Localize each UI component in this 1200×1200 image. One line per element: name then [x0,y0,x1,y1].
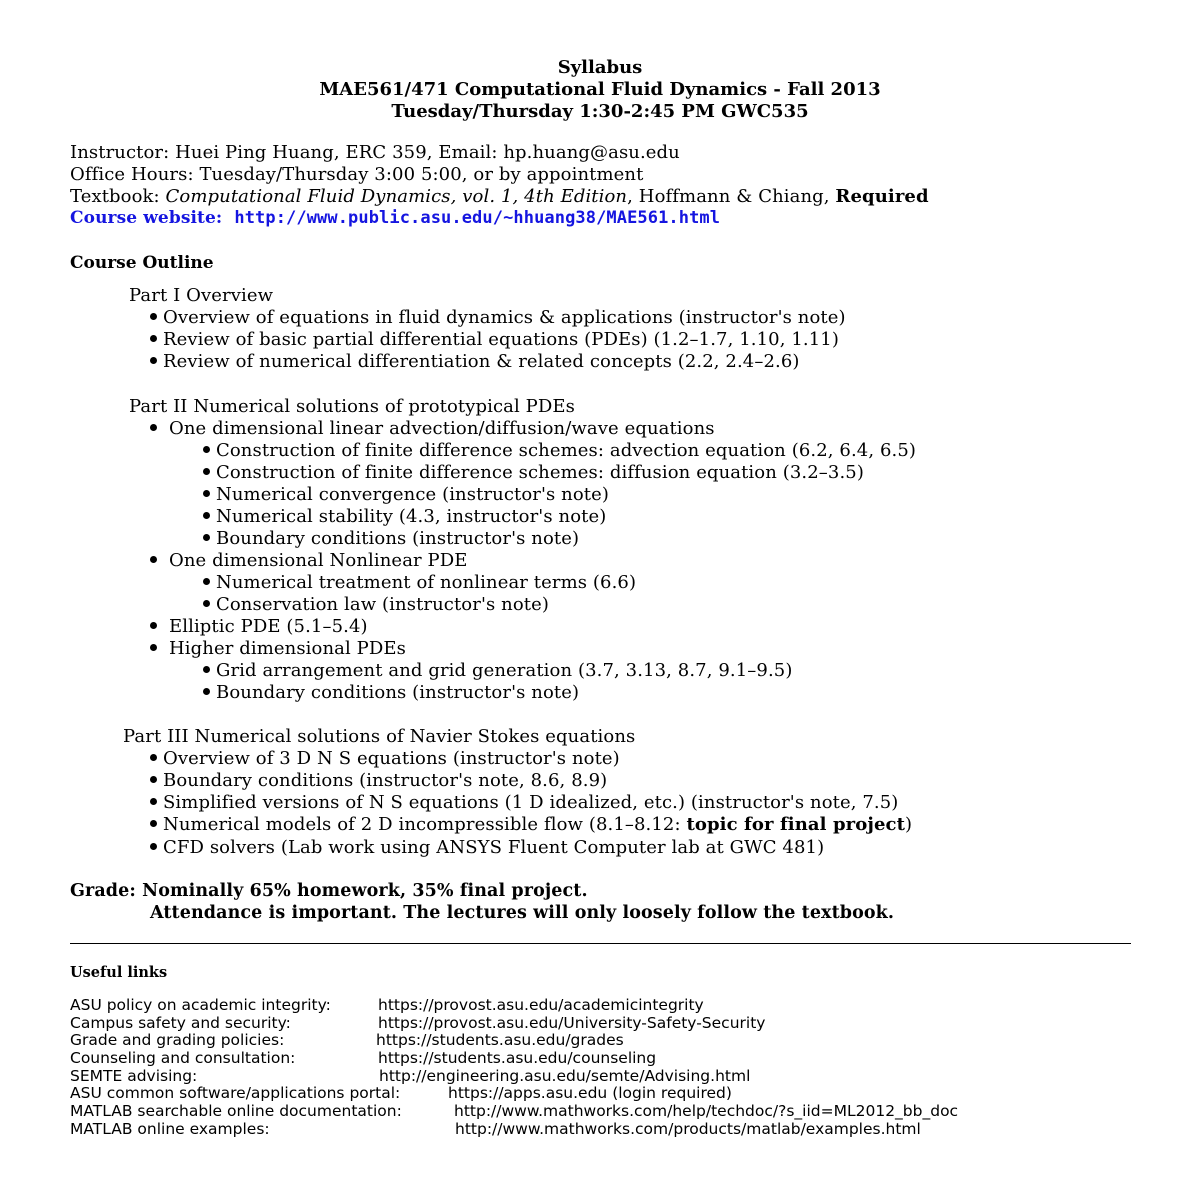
part2-title: Part II Numerical solutions of prototypical PDEs [129,396,576,417]
link-label: SEMTE advising: [70,1067,198,1085]
link-url[interactable]: https://apps.asu.edu (login required) [448,1084,732,1102]
part1-title: Part I Overview [129,285,274,306]
link-row [70,1120,921,1138]
link-label: MATLAB searchable online documentation: [70,1102,402,1120]
bullet-icon [203,534,210,541]
list-item: CFD solvers (Lab work using ANSYS Fluent Computer lab at GWC 481) [150,837,824,858]
link-row [70,1031,624,1049]
link-row [70,1084,732,1102]
course-schedule: Tuesday/Thursday 1:30-2:45 PM GWC535 [391,101,809,122]
link-url[interactable]: https://students.asu.edu/grades [376,1031,624,1049]
bullet-icon [150,843,157,850]
course-website-line [70,208,720,228]
link-row [70,996,704,1014]
list-item: Boundary conditions (instructor's note) [203,682,579,703]
bullet-icon [203,578,210,585]
link-label: Grade and grading policies: [70,1031,285,1049]
useful-links-heading: Useful links [70,964,168,981]
bullet-icon [150,313,157,320]
website-link[interactable]: http://www.public.asu.edu/~hhuang38/MAE561.html [234,208,721,228]
link-label: Counseling and consultation: [70,1049,296,1067]
doc-title: Syllabus [557,57,643,78]
office-hours-line: Office Hours: Tuesday/Thursday 3:00 5:00, or by appointment [70,164,644,185]
part3-title: Part III Numerical solutions of Navier Stokes equations [123,726,636,747]
link-url[interactable]: http://www.mathworks.com/help/techdoc/?s_iid=ML2012_bb_doc [454,1102,959,1120]
bullet-icon [150,357,157,364]
list-item: One dimensional Nonlinear PDE [150,550,468,571]
bullet-icon [150,424,157,431]
bullet-icon [150,556,157,563]
bullet-icon [203,600,210,607]
list-item: Grid arrangement and grid generation (3.7, 3.13, 8.7, 9.1–9.5) [203,660,792,681]
textbook-line [70,186,929,207]
bullet-icon [150,644,157,651]
link-url[interactable]: http://engineering.asu.edu/semte/Advising.html [379,1067,751,1085]
list-item: Construction of finite difference schemes: advection equation (6.2, 6.4, 6.5) [203,440,916,461]
website-label: Course website: [70,208,223,228]
bullet-icon [203,512,210,519]
bullet-icon [150,820,157,827]
bullet-icon [150,335,157,342]
list-item: Construction of finite difference schemes: diffusion equation (3.2–3.5) [203,462,864,483]
list-item: Conservation law (instructor's note) [203,594,549,615]
bullet-icon [150,798,157,805]
course-title: MAE561/471 Computational Fluid Dynamics - Fall 2013 [319,79,881,100]
bullet-icon [150,622,157,629]
grade-line: Grade: Nominally 65% homework, 35% final project. [70,881,588,901]
instructor-line: Instructor: Huei Ping Huang, ERC 359, Email: hp.huang@asu.edu [70,142,680,163]
list-item: Overview of equations in fluid dynamics & applications (instructor's note) [150,307,846,328]
link-row [70,1014,766,1032]
link-url[interactable]: http://www.mathworks.com/products/matlab/examples.html [455,1120,921,1138]
list-item: Review of numerical differentiation & related concepts (2.2, 2.4–2.6) [150,351,800,372]
link-label: Campus safety and security: [70,1014,291,1032]
link-url[interactable]: https://students.asu.edu/counseling [378,1049,657,1067]
list-item: Elliptic PDE (5.1–5.4) [150,616,368,637]
bullet-icon [150,754,157,761]
link-url[interactable]: https://provost.asu.edu/University-Safety-Security [378,1014,766,1032]
link-row [70,1049,657,1067]
list-item: Numerical treatment of nonlinear terms (6.6) [203,572,636,593]
bullet-icon [203,666,210,673]
link-url[interactable]: https://provost.asu.edu/academicintegrity [378,996,704,1014]
bullet-icon [203,468,210,475]
link-label: ASU common software/applications portal: [70,1084,401,1102]
bullet-icon [150,776,157,783]
link-label: MATLAB online examples: [70,1120,270,1138]
bullet-icon [203,490,210,497]
list-item: Numerical convergence (instructor's note) [203,484,609,505]
textbook-label: Textbook: [70,186,166,207]
list-item: Numerical models of 2 D incompressible flow (8.1–8.12: topic for final project) [150,814,912,835]
list-item: Numerical stability (4.3, instructor's note) [203,506,606,527]
attendance-line: Attendance is important. The lectures will only loosely follow the textbook. [150,903,895,923]
list-item: Review of basic partial differential equations (PDEs) (1.2–1.7, 1.10, 1.11) [150,329,839,350]
list-item: Simplified versions of N S equations (1 D idealized, etc.) (instructor's note, 7.5) [150,792,898,813]
textbook-title: Computational Fluid Dynamics, vol. 1, 4th Edition [165,186,628,207]
list-item: Higher dimensional PDEs [150,638,406,659]
link-label: ASU policy on academic integrity: [70,996,331,1014]
list-item: Boundary conditions (instructor's note) [203,528,579,549]
course-outline-heading: Course Outline [70,253,214,273]
bullet-icon [203,446,210,453]
bullet-icon [203,688,210,695]
textbook-required: Required [835,186,929,207]
divider [70,943,1131,944]
list-item: Overview of 3 D N S equations (instructor's note) [150,748,620,769]
link-row [70,1102,959,1120]
link-row [70,1067,751,1085]
textbook-authors: , Hoffmann & Chiang, [627,186,836,207]
list-item: Boundary conditions (instructor's note, 8.6, 8.9) [150,770,607,791]
list-item: One dimensional linear advection/diffusion/wave equations [150,418,715,439]
